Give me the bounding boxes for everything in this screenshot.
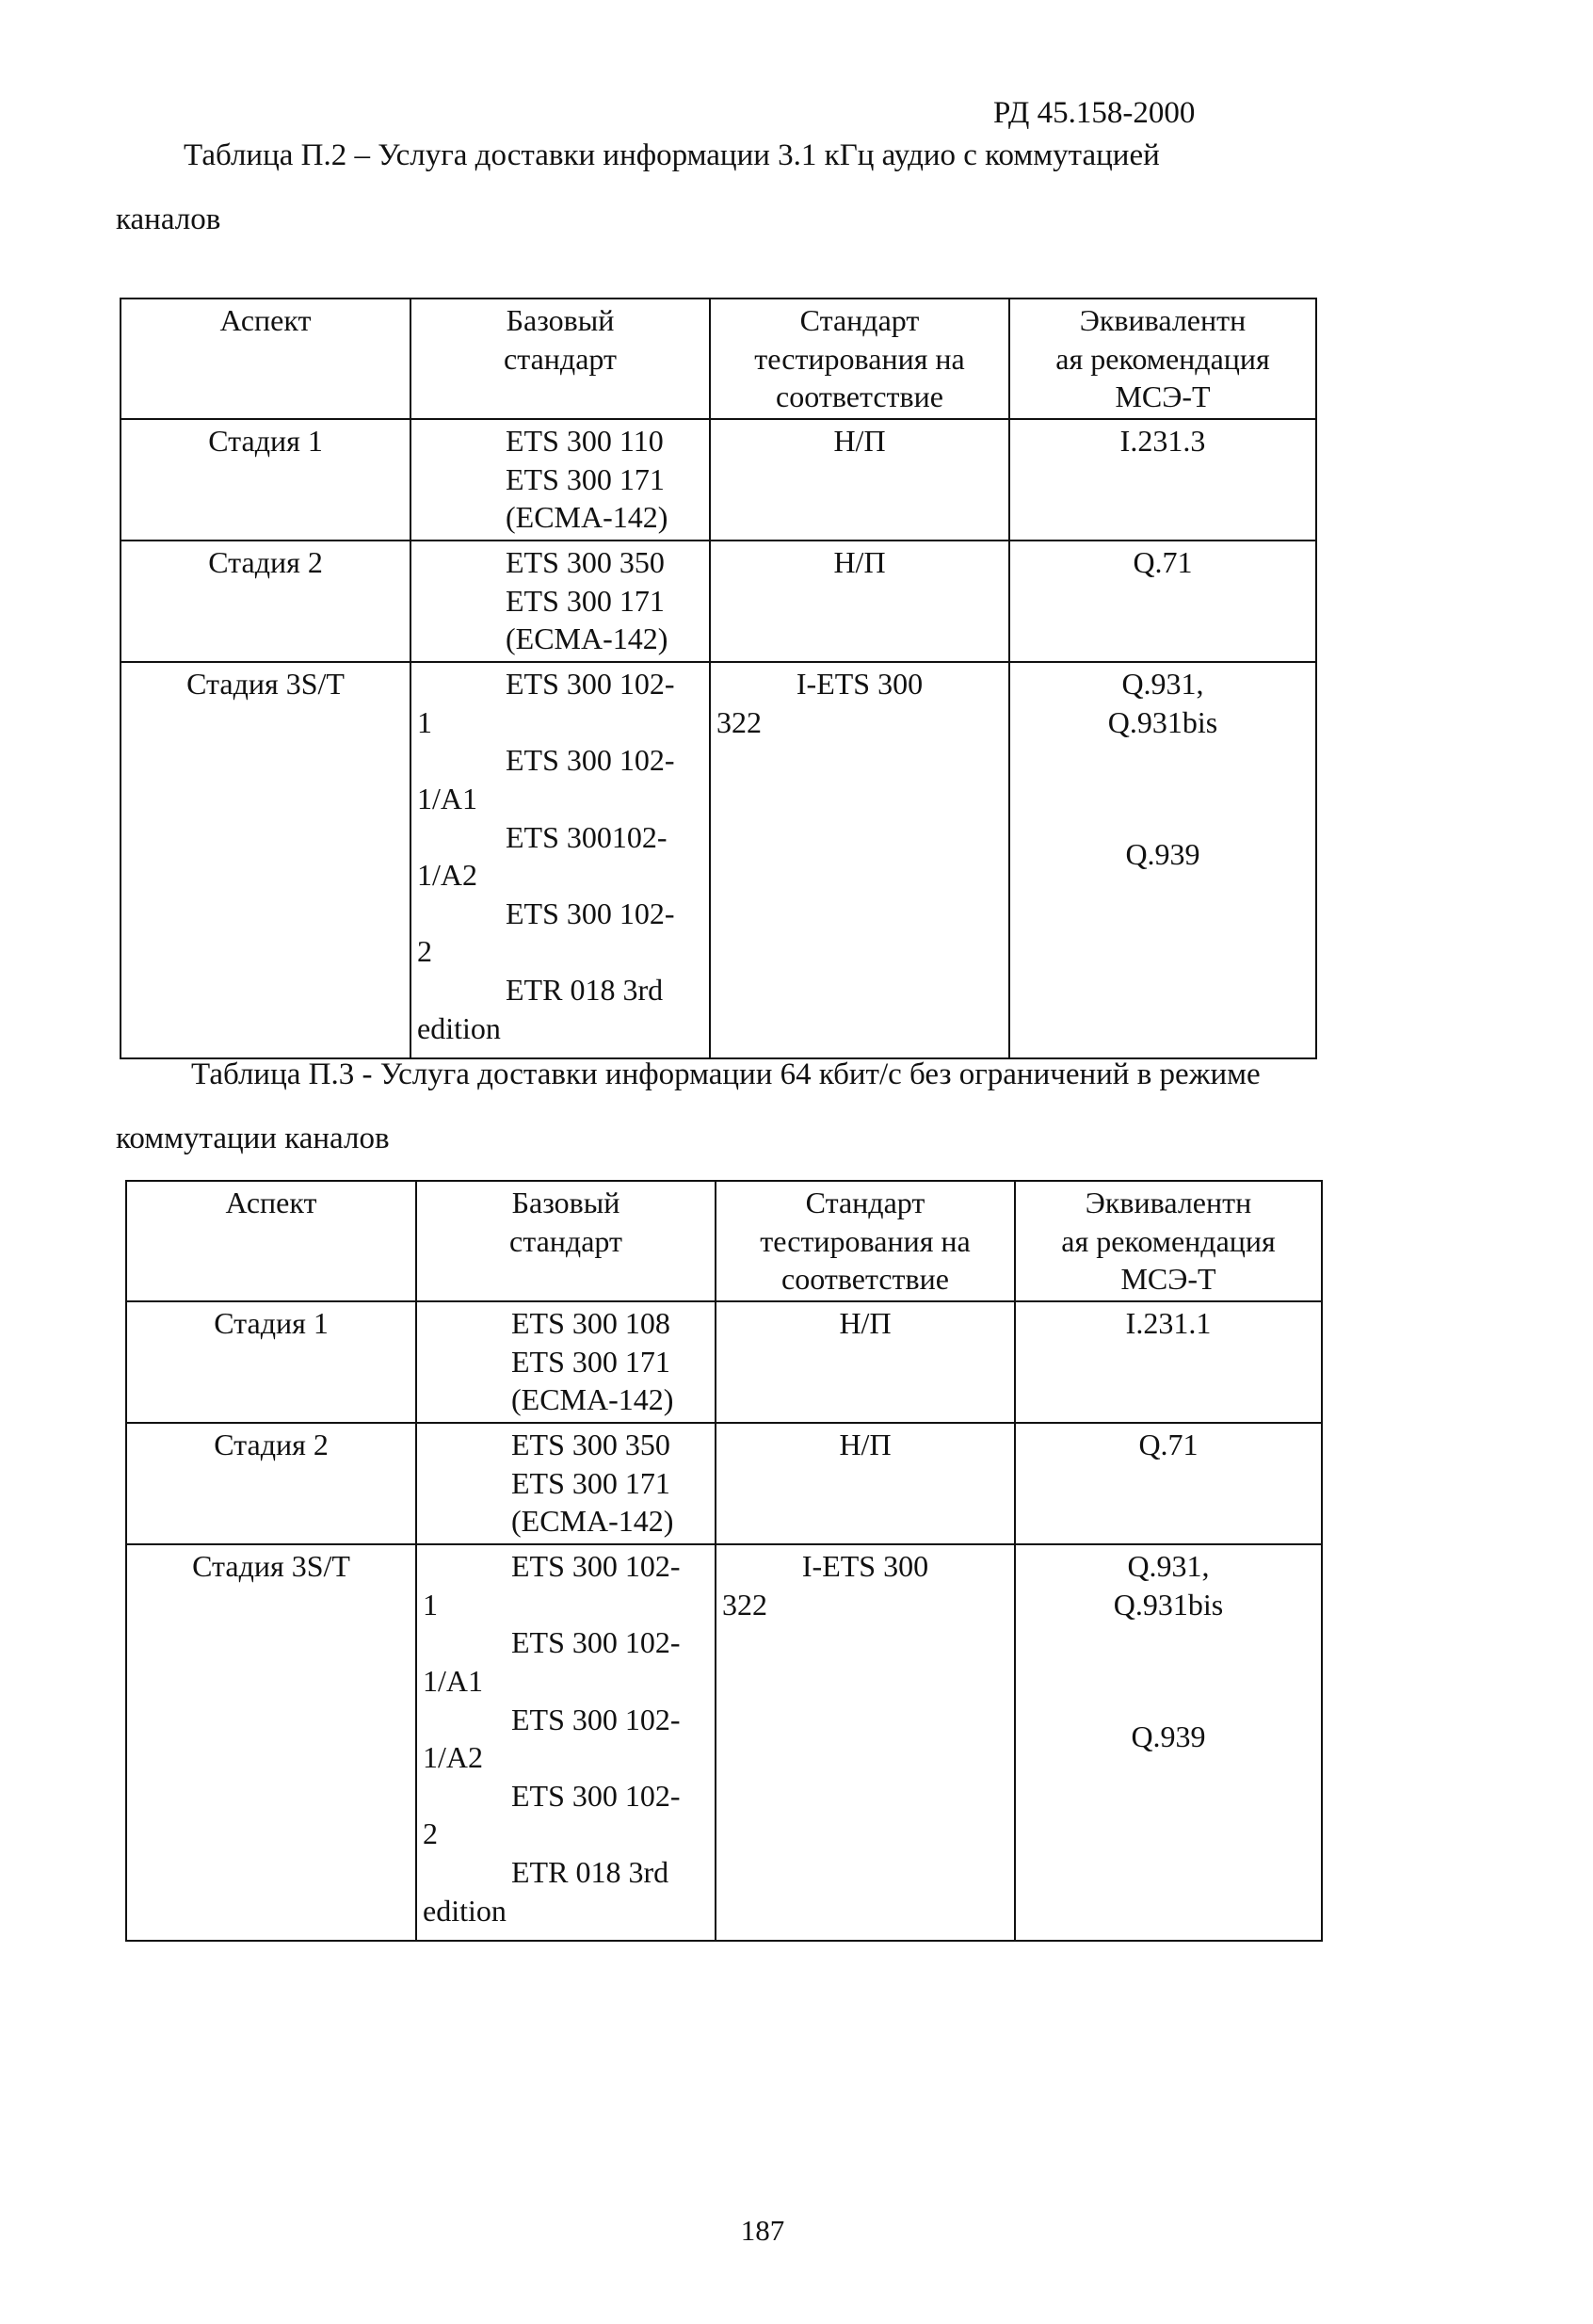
test-standard-cell: Н/П	[716, 1423, 1015, 1544]
table-row	[126, 1544, 1322, 1941]
document-code: РД 45.158-2000	[993, 96, 1196, 130]
table-row	[126, 1301, 1322, 1423]
itu-recommendation-cell: Q.931, Q.931bis Q.939	[1015, 1544, 1322, 1941]
header-base-standard: Базовый стандарт	[416, 1181, 716, 1301]
header-itu-recommendation: Эквивалентн ая рекомендация МСЭ-Т	[1015, 1181, 1322, 1301]
table-row	[126, 1423, 1322, 1544]
table-row	[121, 541, 1316, 662]
table-2-caption-continuation: каналов	[116, 202, 221, 236]
table-header-row	[121, 299, 1316, 419]
test-standard-cell: I-ETS 300 322	[710, 662, 1009, 1058]
aspect-cell: Стадия 3S/T	[121, 662, 410, 1058]
base-standard-cell: ETS 300 108 ETS 300 171 (ECMA-142)	[416, 1301, 716, 1423]
base-standard-cell: ETS 300 110 ETS 300 171 (ECMA-142)	[410, 419, 710, 541]
test-standard-cell: Н/П	[710, 419, 1009, 541]
table-3-caption: Таблица П.3 - Услуга доставки информации 64 кбит/с без ограничений в режиме	[191, 1057, 1261, 1091]
test-standard-cell: I-ETS 300 322	[716, 1544, 1015, 1941]
table-row	[121, 419, 1316, 541]
itu-recommendation-cell: I.231.3	[1009, 419, 1316, 541]
table-2-caption: Таблица П.2 – Услуга доставки информации 3.1 кГц аудио с коммутацией	[184, 138, 1160, 172]
base-standard-cell: ETS 300 350 ETS 300 171 (ECMA-142)	[410, 541, 710, 662]
header-aspect: Аспект	[121, 299, 410, 419]
itu-recommendation-cell: Q.71	[1009, 541, 1316, 662]
header-test-standard: Стандарт тестирования на соответствие	[716, 1181, 1015, 1301]
aspect-cell: Стадия 2	[121, 541, 410, 662]
table-3	[125, 1180, 1323, 1942]
page-number: 187	[740, 2214, 785, 2247]
table-2	[120, 298, 1317, 1059]
header-test-standard: Стандарт тестирования на соответствие	[710, 299, 1009, 419]
aspect-cell: Стадия 3S/T	[126, 1544, 416, 1941]
table-header-row	[126, 1181, 1322, 1301]
table-3-caption-continuation: коммутации каналов	[116, 1122, 390, 1155]
base-standard-cell: ETS 300 350 ETS 300 171 (ECMA-142)	[416, 1423, 716, 1544]
header-base-standard: Базовый стандарт	[410, 299, 710, 419]
itu-recommendation-cell: I.231.1	[1015, 1301, 1322, 1423]
header-itu-recommendation: Эквивалентн ая рекомендация МСЭ-Т	[1009, 299, 1316, 419]
aspect-cell: Стадия 1	[121, 419, 410, 541]
itu-recommendation-cell: Q.931, Q.931bis Q.939	[1009, 662, 1316, 1058]
aspect-cell: Стадия 2	[126, 1423, 416, 1544]
table-row	[121, 662, 1316, 1058]
itu-recommendation-cell: Q.71	[1015, 1423, 1322, 1544]
base-standard-cell: ETS 300 102- 1 ETS 300 102- 1/A1 ETS 300 102- 1/A2 ETS 300 102- 2 ETR 018 3rd edition	[416, 1544, 716, 1941]
test-standard-cell: Н/П	[716, 1301, 1015, 1423]
header-aspect: Аспект	[126, 1181, 416, 1301]
test-standard-cell: Н/П	[710, 541, 1009, 662]
aspect-cell: Стадия 1	[126, 1301, 416, 1423]
base-standard-cell: ETS 300 102- 1 ETS 300 102- 1/A1 ETS 300102- 1/A2 ETS 300 102- 2 ETR 018 3rd edition	[410, 662, 710, 1058]
